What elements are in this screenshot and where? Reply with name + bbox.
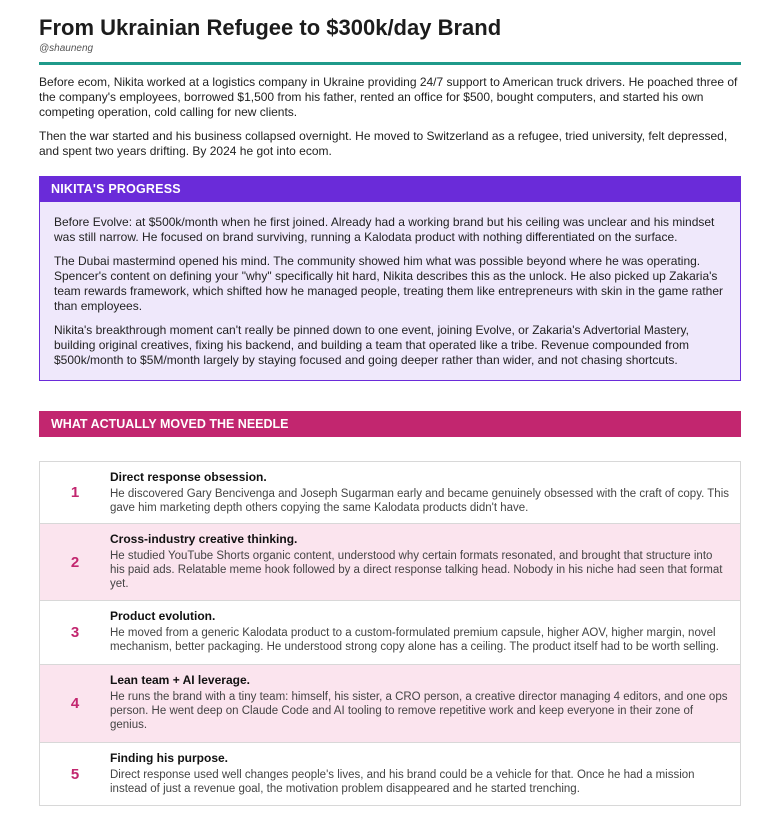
item-description: He runs the brand with a tiny team: himself, his sister, a CRO person, a creative director managing 4 editors, and one ops person. He went deep on Claude Code and AI tooling to remove repetitive work and keep everyone in their zone of genius. — [110, 691, 728, 731]
item-title: Cross-industry creative thinking. — [110, 532, 298, 546]
needle-item — [40, 665, 740, 743]
item-content — [110, 743, 740, 805]
page-title: From Ukrainian Refugee to $300k/day Brand — [39, 15, 502, 40]
item-content — [110, 524, 740, 600]
item-description: He studied YouTube Shorts organic content, understood why certain formats resonated, and brought that structure into his paid ads. Relatable meme hook followed by a direct response talking head. Nobody in his niche had seen that format yet. — [110, 550, 723, 590]
needle-list — [39, 461, 741, 806]
progress-section — [39, 176, 741, 381]
intro-section — [39, 75, 741, 159]
intro-paragraph: Before ecom, Nikita worked at a logistics company in Ukraine providing 24/7 support to American truck drivers. He poached three of the company's employees, borrowed $1,500 from his father, rented an office for $500, bought computers, and started his own competing operation, cold calling for new clients. — [39, 75, 738, 119]
author-handle: @shauneng — [39, 43, 94, 54]
needle-item — [40, 461, 740, 524]
item-title: Direct response obsession. — [110, 470, 267, 484]
item-content — [110, 601, 740, 664]
item-title: Finding his purpose. — [110, 751, 228, 765]
item-description: Direct response used well changes people's lives, and his brand could be a vehicle for that. Once he had a mission instead of just a revenue goal, the motivation problem disappeared and he started trenching. — [110, 769, 695, 795]
item-description: He discovered Gary Bencivenga and Joseph Sugarman early and became genuinely obsessed with the craft of copy. This gave him marketing depth others copying the same Kalodata products didn't have. — [110, 488, 730, 514]
item-number: 3 — [70, 624, 80, 641]
needle-heading: WHAT ACTUALLY MOVED THE NEEDLE — [39, 411, 741, 437]
item-description: He moved from a generic Kalodata product to a custom-formulated premium capsule, higher AOV, higher margin, novel mechanism, better packaging. He understood strong copy alone has a ceiling. The product itself had to be worth selling. — [110, 627, 720, 653]
item-title: Lean team + AI leverage. — [110, 673, 250, 687]
progress-paragraph: Nikita's breakthrough moment can't really be pinned down to one event, joining Evolve, or Zakaria's Advertorial Mastery, building original creatives, fixing his backend, and building a team that operated like a tribe. Revenue compounded from $500k/month to $5M/month largely by staying focused and going deeper rather than wider, and not chasing shortcuts. — [54, 323, 690, 367]
needle-item — [40, 524, 740, 601]
item-number: 5 — [70, 765, 80, 783]
progress-body — [39, 202, 741, 381]
item-number: 1 — [70, 484, 80, 501]
progress-paragraph: Before Evolve: at $500k/month when he first joined. Already had a working brand but his ceiling was unclear and his mindset was still narrow. He focused on brand surviving, running a Kalodata product with nothing differentiated on the surface. — [54, 215, 715, 244]
item-number: 2 — [70, 553, 80, 571]
progress-heading: NIKITA'S PROGRESS — [39, 176, 741, 202]
needle-item — [40, 601, 740, 665]
title-divider — [39, 62, 741, 65]
progress-paragraph: The Dubai mastermind opened his mind. The community showed him what was possible beyond where he was operating. Spencer's content on defining your "why" specifically hit hard, Nikita describes this as the unlock. He also picked up Zakaria's team rewards framework, which shifted how he managed people, treating them like entrepreneurs with skin in the game rather than employees. — [54, 254, 724, 313]
item-title: Product evolution. — [110, 609, 216, 623]
item-content — [110, 462, 740, 523]
item-number: 4 — [70, 695, 80, 712]
needle-item — [40, 743, 740, 806]
item-content — [110, 665, 740, 742]
needle-section — [39, 411, 741, 806]
intro-paragraph: Then the war started and his business collapsed overnight. He moved to Switzerland as a refugee, tried university, felt depressed, and spent two years drifting. By 2024 he got into ecom. — [39, 129, 728, 158]
